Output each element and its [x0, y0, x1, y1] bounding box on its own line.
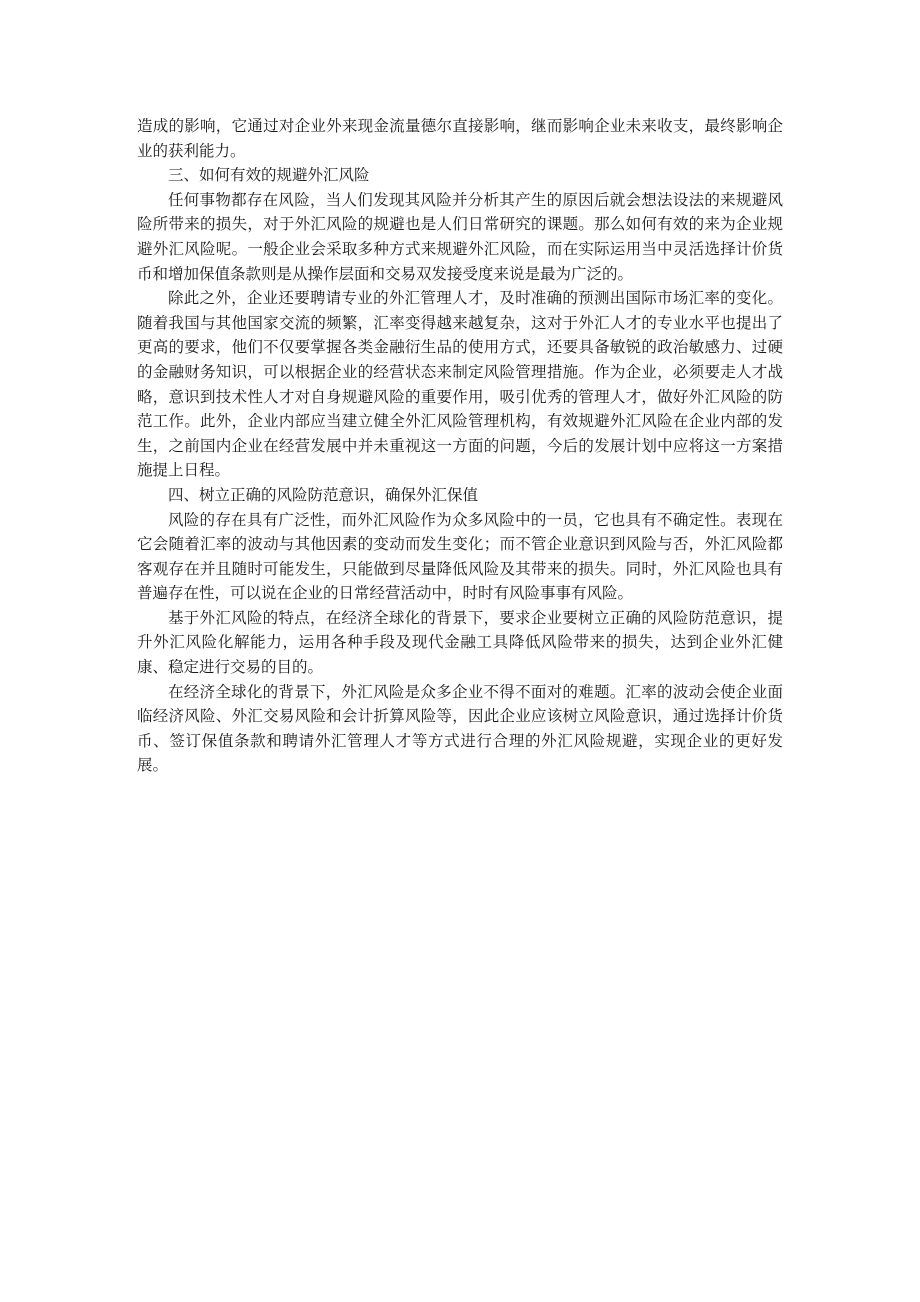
- paragraph: 除此之外，企业还要聘请专业的外汇管理人才，及时准确的预测出国际市场汇率的变化。随着我国与其他国家交流的频繁，汇率变得越来越复杂，这对于外汇人才的专业水平也提出了更高的要求，他们不仅要掌握各类金融衍生品的使用方式，还要具备敏锐的政治敏感力、过硬的金融财务知识，可以根据企业的经营状态来制定风险管理措施。作为企业，必须要走人才战略，意识到技术性人才对自身规避风险的重要作用，吸引优秀的管理人才，做好外汇风险的防范工作。此外，企业内部应当建立健全外汇风险管理机构，有效规避外汇风险在企业内部的发生，之前国内企业在经营发展中并未重视这一方面的问题，今后的发展计划中应将这一方案措施提上日程。: [137, 289, 783, 480]
- paragraph: 风险的存在具有广泛性，而外汇风险作为众多风险中的一员，它也具有不确定性。表现在它会随着汇率的波动与其他因素的变动而发生变化；而不管企业意识到风险与否，外汇风险都客观存在并且随时可能发生，只能做到尽量降低风险及其带来的损失。同时，外汇风险也具有普遍存在性，可以说在企业的日常经营活动中，时时有风险事事有风险。: [137, 510, 783, 603]
- paragraph: 基于外汇风险的特点，在经济全球化的背景下，要求企业要树立正确的风险防范意识，提升外汇风险化解能力，运用各种手段及现代金融工具降低风险带来的损失，达到企业外汇健康、稳定进行交易的目的。: [137, 608, 783, 677]
- paragraph: 任何事物都存在风险，当人们发现其风险并分析其产生的原因后就会想法设法的来规避风险所带来的损失，对于外汇风险的规避也是人们日常研究的课题。那么如何有效的来为企业规避外汇风险呢。一般企业会采取多种方式来规避外汇风险，而在实际运用当中灵活选择计价货币和增加保值条款则是从操作层面和交易双发接受度来说是最为广泛的。: [137, 190, 783, 283]
- section-heading-3: 三、如何有效的规避外汇风险: [168, 166, 370, 185]
- document-body: [137, 114, 783, 778]
- section-heading-4: 四、树立正确的风险防范意识，确保外汇保值: [168, 485, 479, 504]
- paragraph: 在经济全球化的背景下，外汇风险是众多企业不得不面对的难题。汇率的波动会使企业面临经济风险、外汇交易风险和会计折算风险等，因此企业应该树立风险意识，通过选择计价货币、签订保值条款和聘请外汇管理人才等方式进行合理的外汇风险规避，实现企业的更好发展。: [137, 682, 783, 775]
- paragraph-continued: 造成的影响，它通过对企业外来现金流量德尔直接影响，继而影响企业未来收支，最终影响企业的获利能力。: [137, 117, 783, 160]
